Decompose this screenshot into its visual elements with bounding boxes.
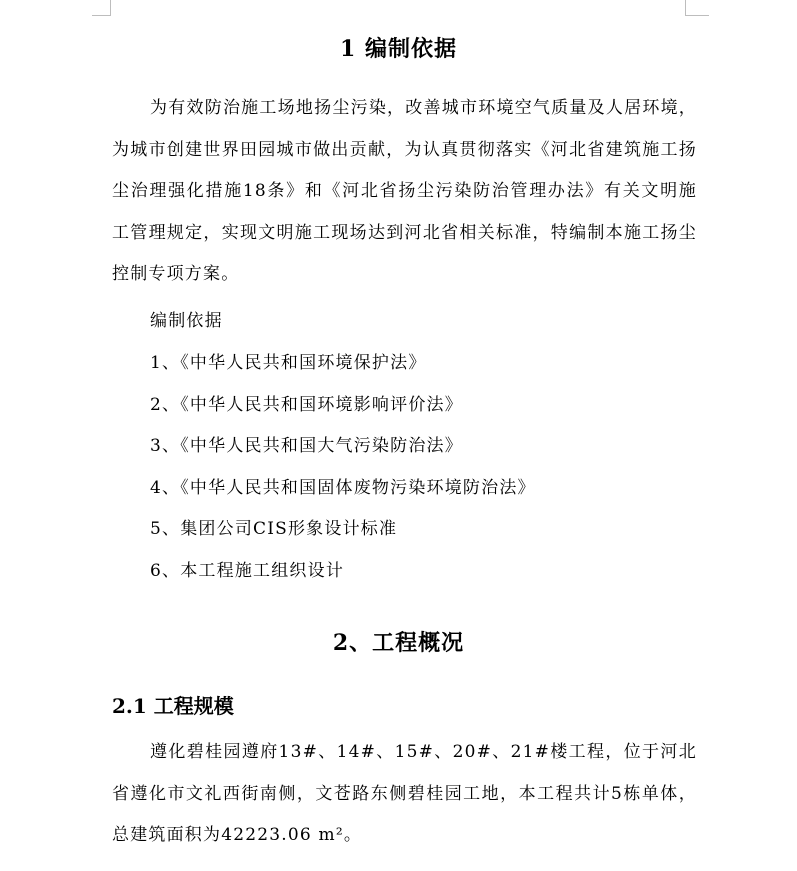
basis-item: 5、集团公司CIS形象设计标准 [150, 519, 398, 539]
section-1-heading: 1 编制依据 [340, 36, 457, 62]
basis-item: 2、《中华人民共和国环境影响评价法》 [150, 395, 463, 415]
crop-mark-left [110, 0, 111, 16]
crop-mark-right [685, 0, 686, 16]
crop-mark-right-horizontal [685, 15, 709, 16]
section-2-heading: 2、工程概况 [332, 630, 465, 656]
subsection-2-1-heading: 2.1 工程规模 [112, 694, 234, 718]
section-2-paragraph: 遵化碧桂园遵府13#、14#、15#、20#、21#楼工程，位于河北省遵化市文礼西街南侧，文苍路东侧碧桂园工地，本工程共计5栋单体，总建筑面积为42223.06 m²。 [112, 742, 697, 846]
basis-item: 4、《中华人民共和国固体废物污染环境防治法》 [150, 478, 536, 498]
basis-item: 6、本工程施工组织设计 [150, 561, 345, 581]
crop-mark-left-horizontal [92, 15, 111, 16]
section-1-paragraph: 为有效防治施工场地扬尘污染，改善城市环境空气质量及人居环境，为城市创建世界田园城市做出贡献，为认真贯彻落实《河北省建筑施工扬尘治理强化措施18条》和《河北省扬尘污染防治管理办法》有关文明施工管理规定，实现文明施工现场达到河北省相关标准，特编制本施工扬尘控制专项方案。 [112, 98, 697, 285]
basis-item: 3、《中华人民共和国大气污染防治法》 [150, 436, 463, 456]
basis-item: 1、《中华人民共和国环境保护法》 [150, 353, 427, 373]
basis-label: 编制依据 [150, 311, 223, 331]
